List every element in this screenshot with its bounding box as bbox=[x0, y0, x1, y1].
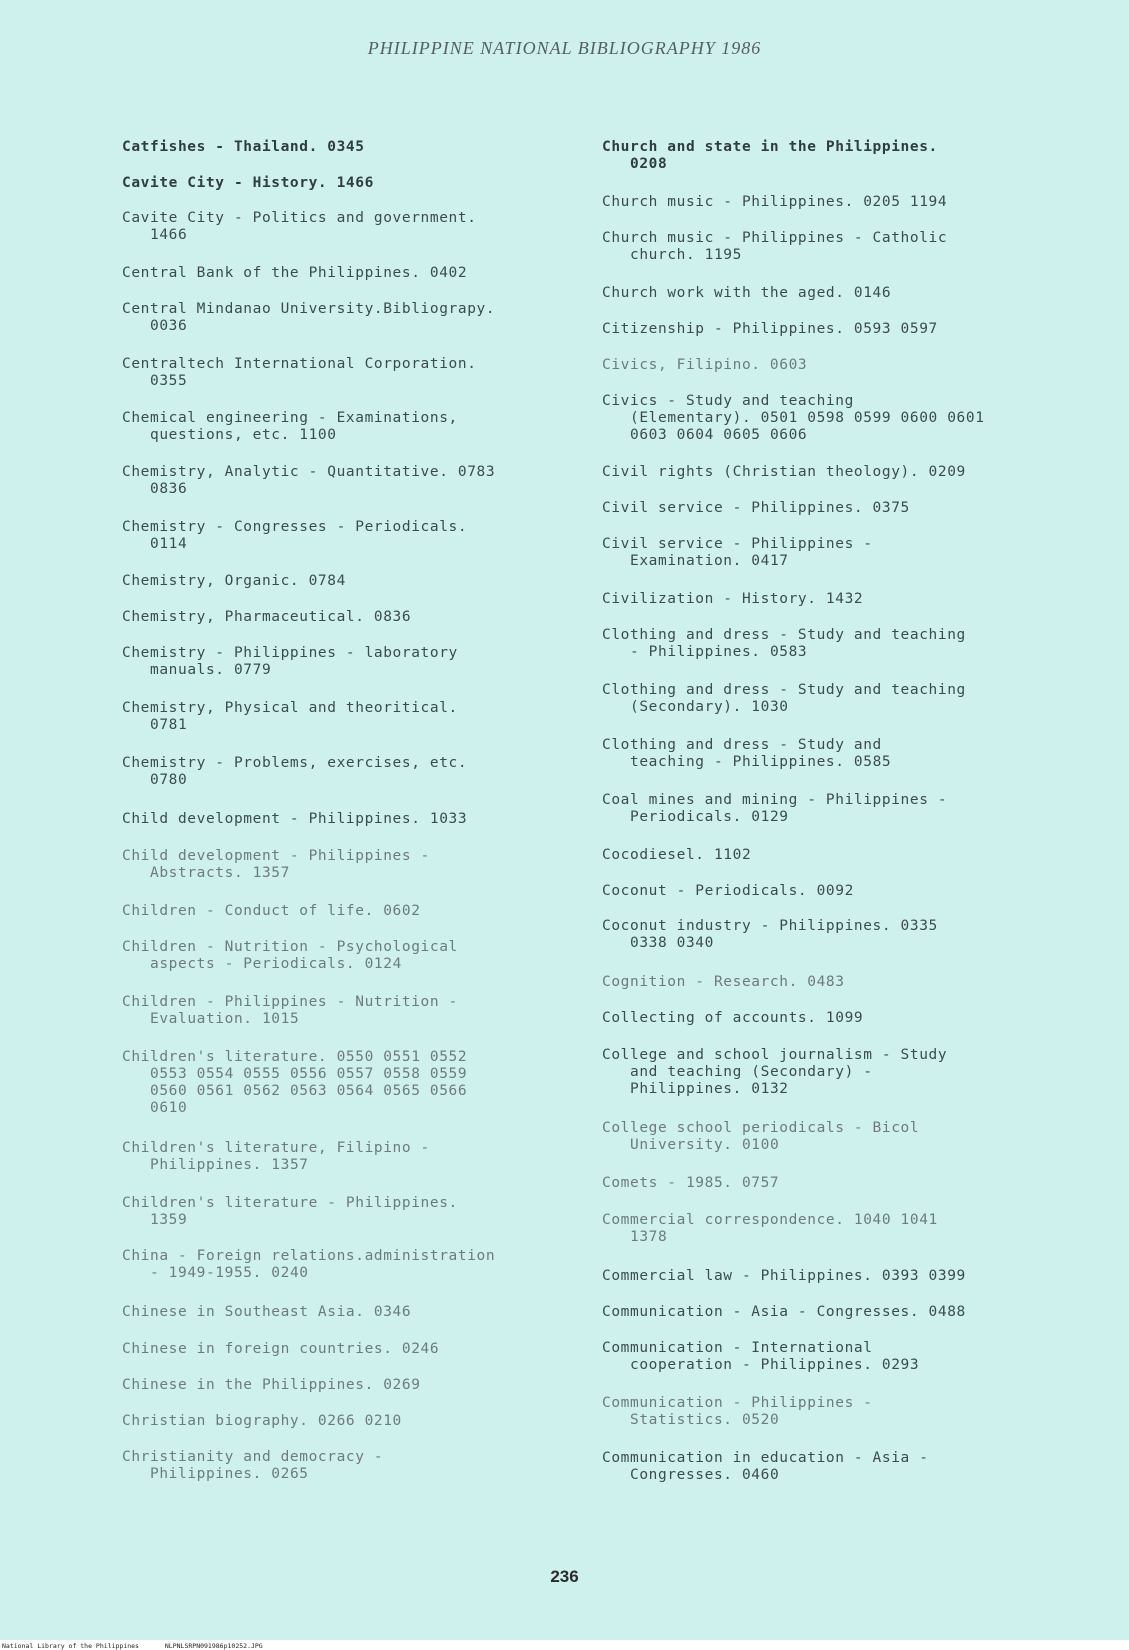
right-index-entry bbox=[602, 536, 873, 570]
entry-line: 0560 0561 0562 0563 0564 0565 0566 bbox=[150, 1083, 468, 1099]
right-index-entry bbox=[602, 1340, 919, 1374]
entry-line: church. 1195 bbox=[630, 247, 742, 263]
right-index-entry bbox=[602, 1268, 966, 1285]
footer-caption bbox=[2, 1642, 263, 1650]
entry-line: Cavite City - History. 1466 bbox=[122, 175, 374, 191]
entry-line: Cognition - Research. 0483 bbox=[602, 974, 845, 990]
entry-line: 1378 bbox=[630, 1229, 668, 1245]
entry-line: Coconut industry - Philippines. 0335 bbox=[602, 918, 938, 934]
right-index-entry bbox=[602, 464, 966, 481]
left-index-entry bbox=[122, 573, 346, 590]
entry-line: Civil service - Philippines - bbox=[602, 536, 873, 552]
right-index-entry bbox=[602, 883, 854, 900]
right-index-entry bbox=[602, 321, 938, 338]
entry-line: Periodicals. 0129 bbox=[630, 809, 789, 825]
left-index-entry bbox=[122, 410, 458, 444]
entry-line: Clothing and dress - Study and bbox=[602, 737, 882, 753]
right-index-entry bbox=[602, 194, 947, 211]
left-index-entry bbox=[122, 609, 411, 626]
entry-line: 0553 0554 0555 0556 0557 0558 0559 bbox=[150, 1066, 468, 1082]
left-index-entry bbox=[122, 1341, 439, 1358]
page-header-title: PHILIPPINE NATIONAL BIBLIOGRAPHY 1986 bbox=[367, 38, 762, 58]
entry-line: 0836 bbox=[150, 481, 188, 497]
entry-line: Chinese in foreign countries. 0246 bbox=[122, 1341, 440, 1357]
entry-line: Central Mindanao University.Bibliograpy. bbox=[122, 301, 496, 317]
entry-line: Congresses. 0460 bbox=[630, 1467, 780, 1483]
entry-line: Children's literature. 0550 0551 0552 bbox=[122, 1049, 468, 1065]
entry-line: - 1949-1955. 0240 bbox=[150, 1265, 309, 1281]
entry-line: 0355 bbox=[150, 373, 188, 389]
entry-line: Centraltech International Corporation. bbox=[122, 356, 477, 372]
entry-line: Civics - Study and teaching bbox=[602, 393, 854, 409]
entry-line: Clothing and dress - Study and teaching bbox=[602, 627, 966, 643]
entry-line: Examination. 0417 bbox=[630, 553, 789, 569]
entry-line: Chinese in the Philippines. 0269 bbox=[122, 1377, 421, 1393]
entry-line: Chemistry - Problems, exercises, etc. bbox=[122, 755, 468, 771]
entry-line: teaching - Philippines. 0585 bbox=[630, 754, 892, 770]
entry-line: Children's literature, Filipino - bbox=[122, 1140, 430, 1156]
entry-line: Coal mines and mining - Philippines - bbox=[602, 792, 948, 808]
entry-line: (Secondary). 1030 bbox=[630, 699, 789, 715]
entry-line: Communication - Asia - Congresses. 0488 bbox=[602, 1304, 966, 1320]
right-index-entry bbox=[602, 682, 966, 716]
entry-line: Chemistry - Philippines - laboratory bbox=[122, 645, 458, 661]
left-index-entry bbox=[122, 1413, 402, 1430]
entry-line: Christianity and democracy - bbox=[122, 1449, 384, 1465]
right-index-entry bbox=[602, 1120, 919, 1154]
left-index-entry bbox=[122, 519, 467, 553]
right-index-entry bbox=[602, 230, 947, 264]
entry-line: Children - Philippines - Nutrition - bbox=[122, 994, 458, 1010]
entry-line: Child development - Philippines - bbox=[122, 848, 430, 864]
right-index-entry bbox=[602, 1047, 947, 1098]
right-index-entry bbox=[602, 285, 891, 302]
entry-line: Communication - International bbox=[602, 1340, 873, 1356]
entry-line: Children - Nutrition - Psychological bbox=[122, 939, 458, 955]
entry-line: (Elementary). 0501 0598 0599 0600 0601 bbox=[630, 410, 985, 426]
entry-line: Chinese in Southeast Asia. 0346 bbox=[122, 1304, 412, 1320]
entry-line: Chemical engineering - Examinations, bbox=[122, 410, 458, 426]
entry-line: University. 0100 bbox=[630, 1137, 780, 1153]
entry-line: manuals. 0779 bbox=[150, 662, 272, 678]
left-index-entry bbox=[122, 265, 467, 282]
entry-line: Church music - Philippines - Catholic bbox=[602, 230, 948, 246]
right-index-entry bbox=[602, 627, 966, 661]
entry-line: Catfishes - Thailand. 0345 bbox=[122, 139, 365, 155]
entry-line: China - Foreign relations.administration bbox=[122, 1248, 496, 1264]
left-index-entry bbox=[122, 356, 477, 390]
right-index-entry bbox=[602, 139, 938, 173]
left-index-entry bbox=[122, 1049, 467, 1117]
entry-line: Civil rights (Christian theology). 0209 bbox=[602, 464, 966, 480]
entry-line: aspects - Periodicals. 0124 bbox=[150, 956, 402, 972]
entry-line: Civics, Filipino. 0603 bbox=[602, 357, 808, 373]
entry-line: 0036 bbox=[150, 318, 188, 334]
right-index-entry bbox=[602, 1010, 863, 1027]
entry-line: Commercial law - Philippines. 0393 0399 bbox=[602, 1268, 966, 1284]
left-index-entry bbox=[122, 1449, 383, 1483]
right-index-entry bbox=[602, 357, 807, 374]
right-index-entry bbox=[602, 792, 947, 826]
entry-line: Christian biography. 0266 0210 bbox=[122, 1413, 402, 1429]
left-index-entry bbox=[122, 1248, 495, 1282]
entry-line: Clothing and dress - Study and teaching bbox=[602, 682, 966, 698]
entry-line: Chemistry, Analytic - Quantitative. 0783 bbox=[122, 464, 496, 480]
entry-line: Church work with the aged. 0146 bbox=[602, 285, 892, 301]
left-index-entry bbox=[122, 1140, 430, 1174]
entry-line: 0781 bbox=[150, 717, 188, 733]
entry-line: 1359 bbox=[150, 1212, 188, 1228]
left-index-entry bbox=[122, 139, 365, 156]
entry-line: Chemistry, Organic. 0784 bbox=[122, 573, 346, 589]
entry-line: College and school journalism - Study bbox=[602, 1047, 948, 1063]
entry-line: 0603 0604 0605 0606 bbox=[630, 427, 808, 443]
entry-line: Children - Conduct of life. 0602 bbox=[122, 903, 421, 919]
left-index-entry bbox=[122, 939, 458, 973]
left-index-entry bbox=[122, 811, 467, 828]
left-index-entry bbox=[122, 1195, 458, 1229]
right-index-entry bbox=[602, 847, 751, 864]
right-index-entry bbox=[602, 1175, 779, 1192]
entry-line: Philippines. 0265 bbox=[150, 1466, 309, 1482]
left-index-entry bbox=[122, 645, 458, 679]
left-index-entry bbox=[122, 210, 477, 244]
entry-line: - Philippines. 0583 bbox=[630, 644, 808, 660]
entry-line: Communication - Philippines - bbox=[602, 1395, 873, 1411]
left-index-entry bbox=[122, 1304, 411, 1321]
left-index-entry bbox=[122, 848, 430, 882]
right-index-entry bbox=[602, 1450, 929, 1484]
entry-line: Church music - Philippines. 0205 1194 bbox=[602, 194, 948, 210]
right-index-entry bbox=[602, 591, 863, 608]
left-index-entry bbox=[122, 700, 458, 734]
entry-line: Communication in education - Asia - bbox=[602, 1450, 929, 1466]
left-index-entry bbox=[122, 755, 467, 789]
entry-line: 1466 bbox=[150, 227, 188, 243]
left-index-entry bbox=[122, 1377, 421, 1394]
entry-line: Child development - Philippines. 1033 bbox=[122, 811, 468, 827]
entry-line: 0114 bbox=[150, 536, 188, 552]
left-index-entry bbox=[122, 301, 495, 335]
right-index-entry bbox=[602, 1212, 938, 1246]
right-index-entry bbox=[602, 1304, 966, 1321]
right-index-entry bbox=[602, 1395, 873, 1429]
right-index-entry bbox=[602, 737, 891, 771]
entry-line: Church and state in the Philippines. bbox=[602, 139, 938, 155]
entry-line: Comets - 1985. 0757 bbox=[602, 1175, 780, 1191]
entry-line: 0208 bbox=[630, 156, 668, 172]
entry-line: Philippines. 0132 bbox=[630, 1081, 789, 1097]
entry-line: Citizenship - Philippines. 0593 0597 bbox=[602, 321, 938, 337]
entry-line: Commercial correspondence. 1040 1041 bbox=[602, 1212, 938, 1228]
right-index-entry bbox=[602, 974, 845, 991]
entry-line: questions, etc. 1100 bbox=[150, 427, 337, 443]
entry-line: Cavite City - Politics and government. bbox=[122, 210, 477, 226]
entry-line: Evaluation. 1015 bbox=[150, 1011, 300, 1027]
left-index-entry bbox=[122, 464, 495, 498]
entry-line: Central Bank of the Philippines. 0402 bbox=[122, 265, 468, 281]
entry-line: and teaching (Secondary) - bbox=[630, 1064, 873, 1080]
left-index-entry bbox=[122, 994, 458, 1028]
entry-line: Coconut - Periodicals. 0092 bbox=[602, 883, 854, 899]
entry-line: 0610 bbox=[150, 1100, 188, 1116]
entry-line: Chemistry - Congresses - Periodicals. bbox=[122, 519, 468, 535]
entry-line: cooperation - Philippines. 0293 bbox=[630, 1357, 920, 1373]
entry-line: Abstracts. 1357 bbox=[150, 865, 290, 881]
footer-source: National Library of the Philippines bbox=[2, 1642, 139, 1650]
entry-line: Cocodiesel. 1102 bbox=[602, 847, 752, 863]
right-index-entry bbox=[602, 918, 938, 952]
entry-line: College school periodicals - Bicol bbox=[602, 1120, 920, 1136]
left-index-entry bbox=[122, 175, 374, 192]
entry-line: 0338 0340 bbox=[630, 935, 714, 951]
entry-line: Civil service - Philippines. 0375 bbox=[602, 500, 910, 516]
entry-line: Philippines. 1357 bbox=[150, 1157, 309, 1173]
right-index-entry bbox=[602, 500, 910, 517]
right-index-entry bbox=[602, 393, 985, 444]
page-number: 236 bbox=[550, 1567, 579, 1586]
footer-file: NLPNLSRPN091986p10252.JPG bbox=[164, 1642, 263, 1650]
entry-line: 0780 bbox=[150, 772, 188, 788]
entry-line: Civilization - History. 1432 bbox=[602, 591, 864, 607]
entry-line: Children's literature - Philippines. bbox=[122, 1195, 458, 1211]
entry-line: Statistics. 0520 bbox=[630, 1412, 780, 1428]
entry-line: Collecting of accounts. 1099 bbox=[602, 1010, 864, 1026]
left-index-entry bbox=[122, 903, 421, 920]
entry-line: Chemistry, Pharmaceutical. 0836 bbox=[122, 609, 412, 625]
entry-line: Chemistry, Physical and theoritical. bbox=[122, 700, 458, 716]
